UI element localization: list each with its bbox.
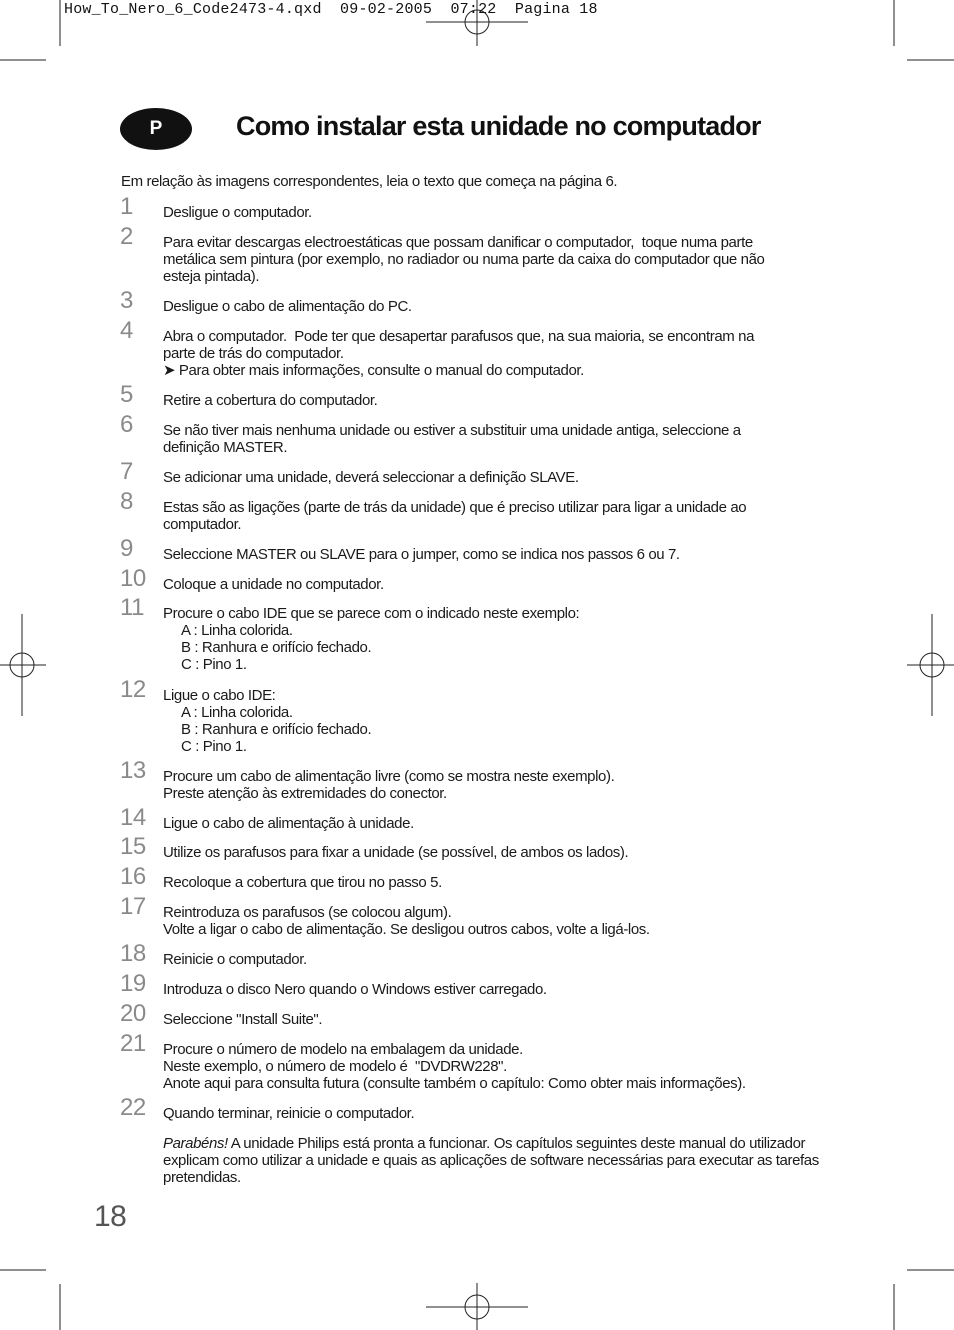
registration-mark-bottom (426, 1283, 528, 1330)
step-line: ➤ Para obter mais informações, consulte o manual do computador. (163, 362, 584, 379)
step-text (163, 546, 843, 563)
step-text (163, 605, 843, 673)
step-subline: B : Ranhura e orifício fechado. (181, 721, 372, 738)
registration-mark-right (907, 614, 954, 716)
step-subline: B : Ranhura e orifício fechado. (181, 639, 372, 656)
step-line: Reintroduza os parafusos (se colocou algum). (163, 904, 452, 921)
step-line: Recoloque a cobertura que tirou no passo 5. (163, 874, 442, 891)
step-text (163, 687, 843, 755)
step-number: 3 (120, 287, 133, 314)
step-line: Ligue o cabo IDE: (163, 687, 276, 704)
step-text (163, 328, 843, 379)
step-line: Reinicie o computador. (163, 951, 307, 968)
step-line: Anote aqui para consulta futura (consulte também o capítulo: Como obter mais informações). (163, 1075, 746, 1092)
step-line: Procure um cabo de alimentação livre (como se mostra neste exemplo). (163, 768, 615, 785)
language-badge: P (120, 108, 192, 150)
step-line: Se não tiver mais nenhuma unidade ou estiver a substituir uma unidade antiga, seleccione a (163, 422, 741, 439)
step-line: Preste atenção às extremidades do conector. (163, 785, 447, 802)
step-number: 1 (120, 193, 133, 220)
step-number: 9 (120, 535, 133, 562)
step-number: 10 (120, 565, 146, 592)
step-text (163, 981, 843, 998)
step-number: 8 (120, 488, 133, 515)
step-subline: C : Pino 1. (181, 656, 247, 673)
step-line: Desligue o cabo de alimentação do PC. (163, 298, 412, 315)
step-line: Seleccione MASTER ou SLAVE para o jumper, como se indica nos passos 6 ou 7. (163, 546, 680, 563)
step-text (163, 422, 843, 456)
step-line: Retire a cobertura do computador. (163, 392, 378, 409)
step-line: computador. (163, 516, 242, 533)
step-number: 22 (120, 1094, 146, 1121)
print-slug: How_To_Nero_6_Code2473-4.qxd 09-02-2005 07:22 Pagina 18 (64, 1, 598, 18)
step-line: Volte a ligar o cabo de alimentação. Se desligou outros cabos, volte a ligá-los. (163, 921, 650, 938)
step-number: 16 (120, 863, 146, 890)
step-text (163, 904, 843, 938)
step-line: Estas são as ligações (parte de trás da unidade) que é preciso utilizar para ligar a unidade ao (163, 499, 747, 516)
step-text (163, 874, 843, 891)
closing-text: A unidade Philips está pronta a funcionar. Os capítulos seguintes deste manual do utilizador explicam como utilizar a unidade e quais as aplicações de software necessárias para executar as tarefas pretendidas. (163, 1135, 819, 1186)
step-number: 2 (120, 223, 133, 250)
step-number: 6 (120, 411, 133, 438)
step-line: Seleccione "Install Suite". (163, 1011, 323, 1028)
step-line: parte de trás do computador. (163, 345, 344, 362)
step-number: 19 (120, 970, 146, 997)
step-line: Utilize os parafusos para fixar a unidade (se possível, de ambos os lados). (163, 844, 629, 861)
step-text (163, 815, 843, 832)
step-line: Neste exemplo, o número de modelo é "DVDRW228". (163, 1058, 507, 1075)
step-number: 20 (120, 1000, 146, 1027)
step-line: Abra o computador. Pode ter que desapertar parafusos que, na sua maioria, se encontram na (163, 328, 755, 345)
step-subline: C : Pino 1. (181, 738, 247, 755)
step-number: 21 (120, 1030, 146, 1057)
step-text (163, 1011, 843, 1028)
step-number: 11 (120, 594, 144, 621)
closing-paragraph (163, 1135, 843, 1186)
step-text (163, 499, 843, 533)
closing-emphasis: Parabéns! (163, 1135, 228, 1152)
registration-mark-top (426, 0, 528, 46)
step-line: Quando terminar, reinicie o computador. (163, 1105, 415, 1122)
step-line: definição MASTER. (163, 439, 288, 456)
step-number: 4 (120, 317, 133, 344)
step-line: esteja pintada). (163, 268, 260, 285)
step-number: 5 (120, 381, 133, 408)
step-text (163, 576, 843, 593)
step-line: Se adicionar uma unidade, deverá seleccionar a definição SLAVE. (163, 469, 579, 486)
step-text (163, 951, 843, 968)
step-number: 7 (120, 458, 133, 485)
step-number: 13 (120, 757, 146, 784)
step-line: Para evitar descargas electroestáticas que possam danificar o computador, toque numa parte (163, 234, 753, 251)
step-line: Desligue o computador. (163, 204, 312, 221)
intro-text: Em relação às imagens correspondentes, leia o texto que começa na página 6. (121, 173, 618, 190)
step-text (163, 768, 843, 802)
step-text (163, 844, 843, 861)
step-line: Procure o cabo IDE que se parece com o indicado neste exemplo: (163, 605, 580, 622)
step-subline: A : Linha colorida. (181, 704, 293, 721)
step-number: 12 (120, 676, 146, 703)
step-text (163, 234, 843, 285)
step-text (163, 1105, 843, 1122)
step-number: 14 (120, 804, 146, 831)
step-line: Coloque a unidade no computador. (163, 576, 384, 593)
step-text (163, 469, 843, 486)
step-line: Ligue o cabo de alimentação à unidade. (163, 815, 414, 832)
page-number: 18 (94, 1200, 127, 1233)
step-line: metálica sem pintura (por exemplo, no radiador ou numa parte da caixa do computador que não (163, 251, 765, 268)
step-text (163, 392, 843, 409)
step-text (163, 204, 843, 221)
step-number: 15 (120, 833, 146, 860)
step-line: Introduza o disco Nero quando o Windows estiver carregado. (163, 981, 547, 998)
registration-mark-left (0, 614, 46, 716)
step-subline: A : Linha colorida. (181, 622, 293, 639)
step-number: 18 (120, 940, 146, 967)
step-line: Procure o número de modelo na embalagem da unidade. (163, 1041, 523, 1058)
step-text (163, 298, 843, 315)
step-number: 17 (120, 893, 146, 920)
step-text (163, 1041, 843, 1092)
page-title: Como instalar esta unidade no computador (236, 111, 761, 141)
